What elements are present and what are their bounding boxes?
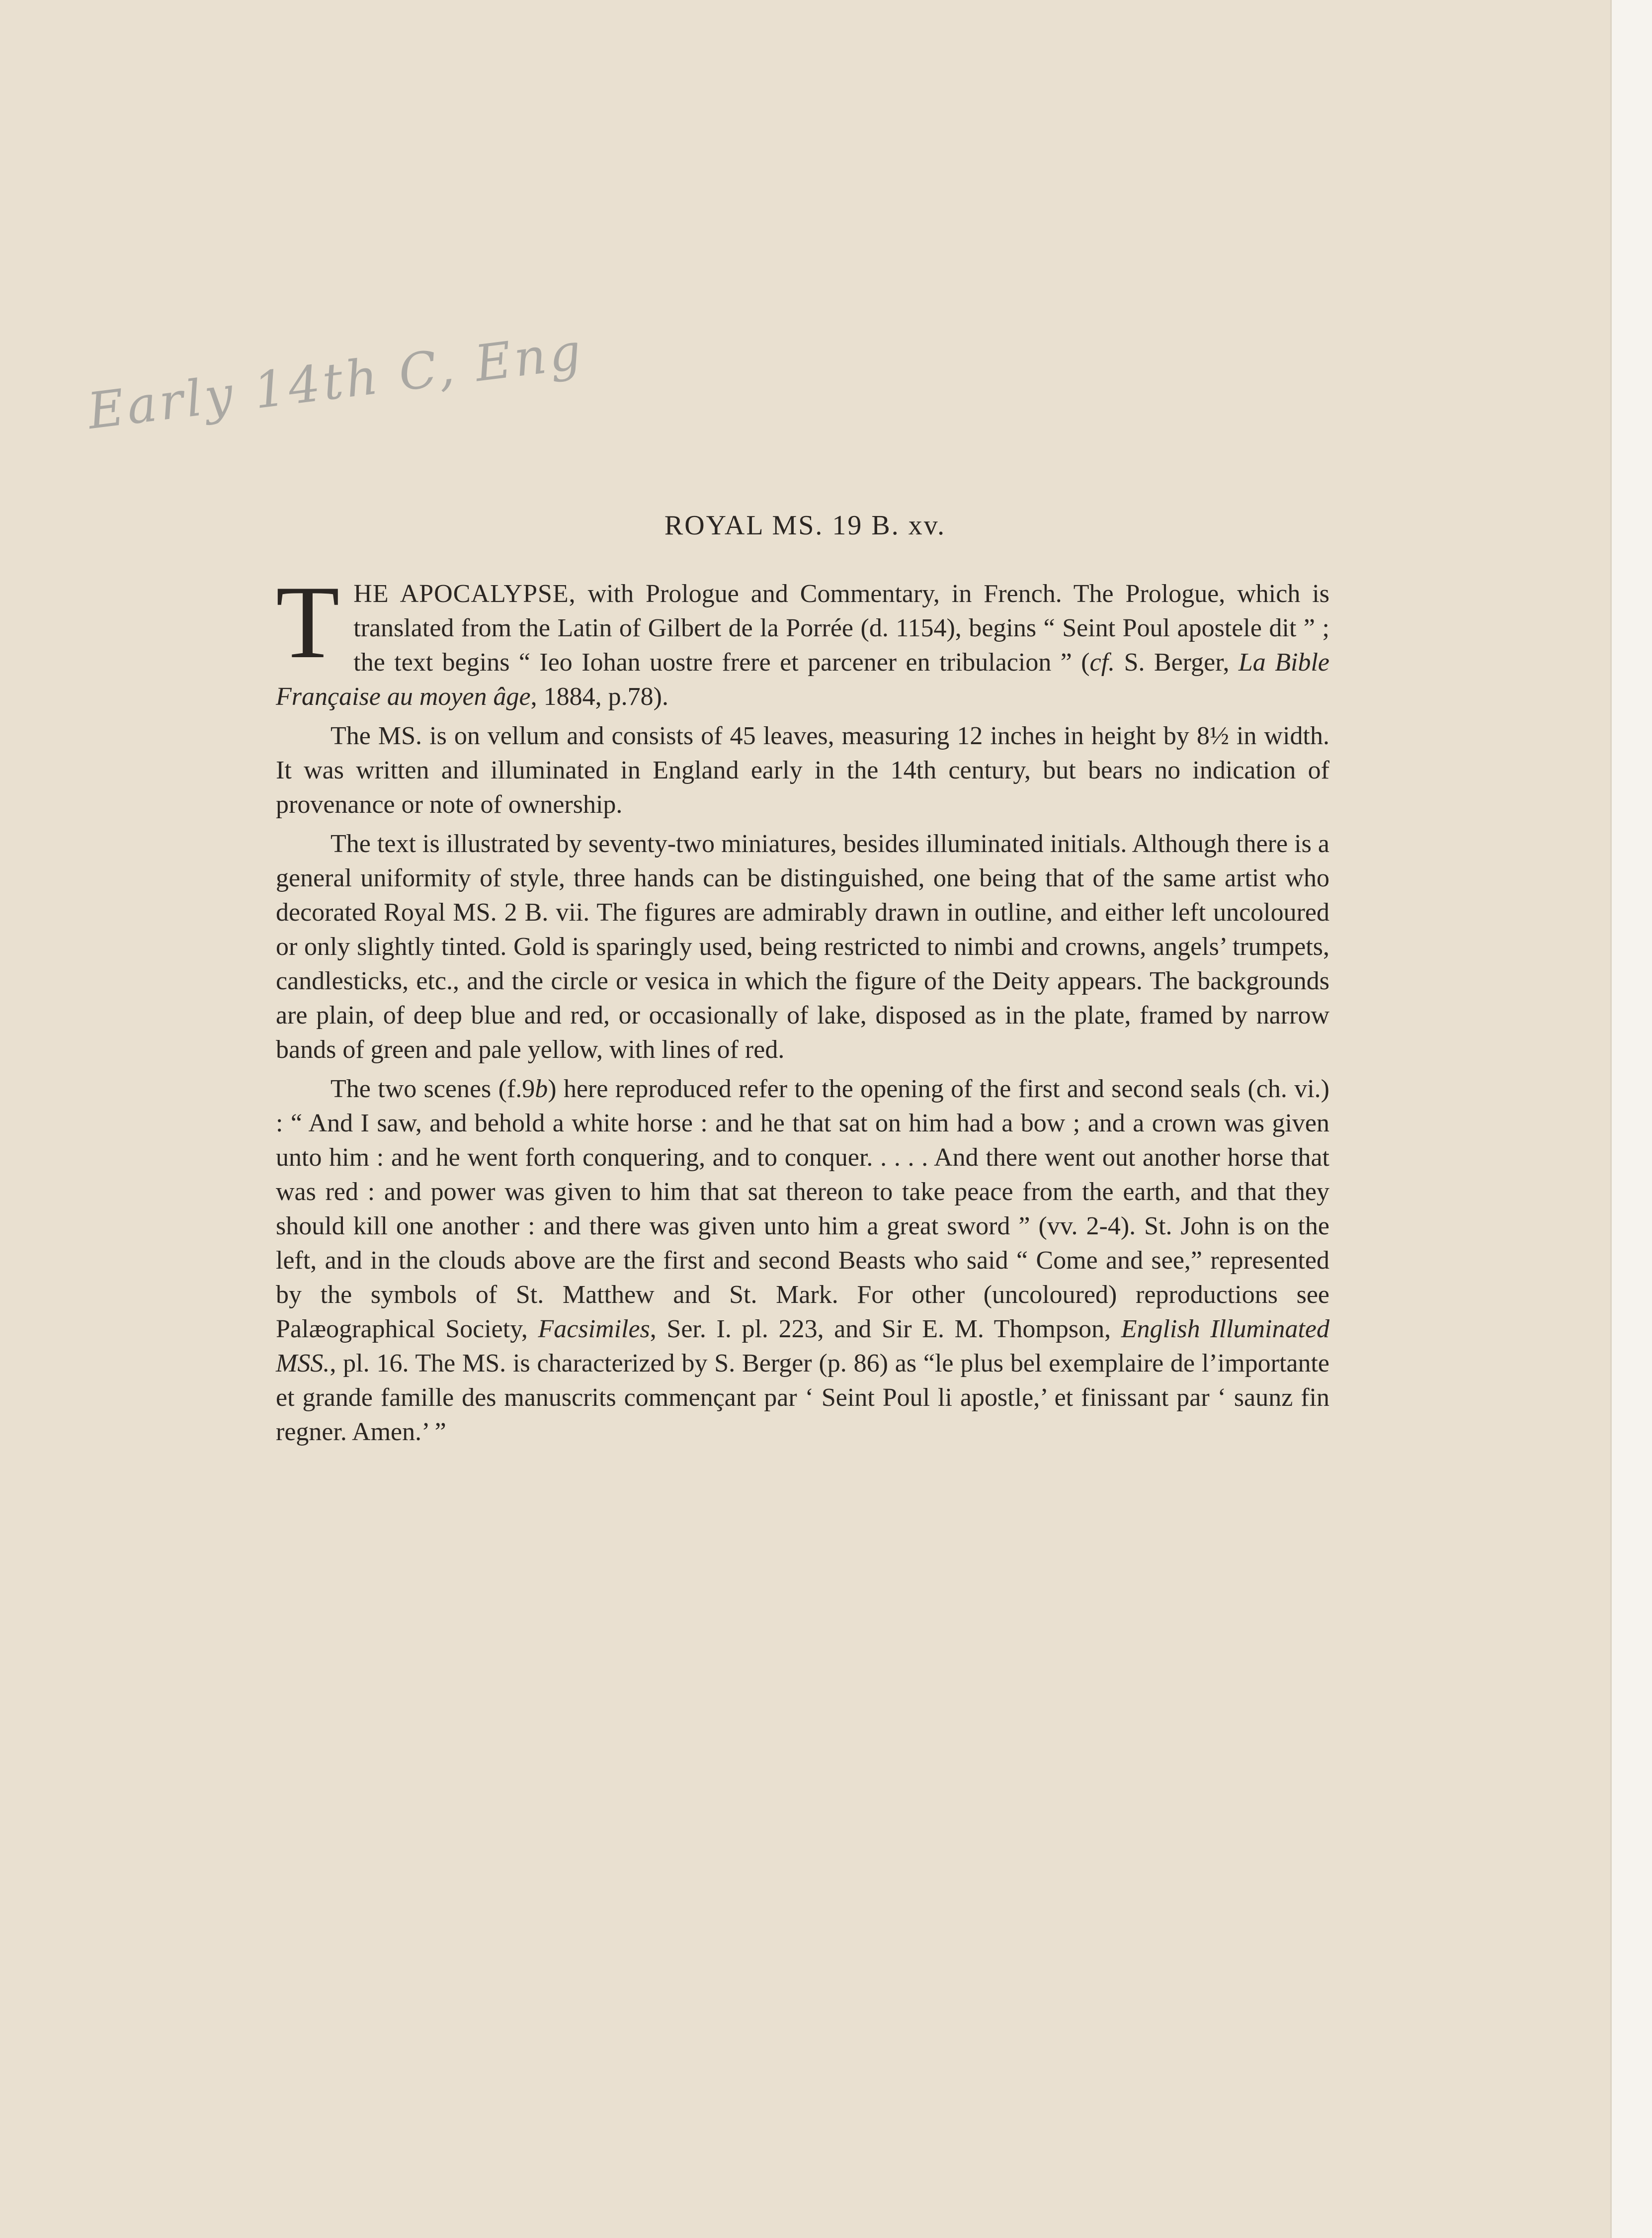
paragraph-1-text-c: , 1884, p.78). <box>530 683 668 711</box>
book-title: La Bible Française au moyen âge <box>276 648 1329 711</box>
cf-abbrev: cf. <box>1089 648 1115 677</box>
paragraph-4 <box>276 1072 1329 1449</box>
paragraph-1-text-b: S. Berger, <box>1115 648 1239 677</box>
paragraph-3: The text is illustrated by seventy-two miniatures, besides illuminated initials. Although there is a general uniformity of style, three hands can be distinguished, one being that of the same artist who decorated Royal MS. 2 B. vii. The figures are admirably drawn in outline, and either left uncoloured or only slightly tinted. Gold is sparingly used, being restricted to nimbi and crowns, angels’ trumpets, candlesticks, etc., and the circle or vesica in which the figure of the Deity appears. The backgrounds are plain, of deep blue and red, or occasionally of lake, disposed as in the plate, framed by narrow bands of green and pale yellow, with lines of red. <box>276 830 1329 1064</box>
paragraph-1-text-a: with Prologue and Commentary, in French. The Prologue, which is translated from the Latin of Gilbert de la Porrée (d. 1154), begins “ Seint Poul apostele dit ” ; the text begins “ Ieo Iohan uostre frere et parcener en tribulacion ” ( <box>353 580 1329 677</box>
handwritten-annotation: Early 14th C, Eng <box>84 322 587 441</box>
paragraph-1-lead: HE APOCALYPSE, <box>353 580 576 608</box>
paragraph-2: The MS. is on vellum and consists of 45 leaves, measuring 12 inches in height by 8½ in width. It was written and illuminated in England early in the 14th century, but bears no indication of provenance or note of ownership. <box>276 722 1329 819</box>
drop-cap: T <box>276 565 340 680</box>
page-title: ROYAL MS. 19 B. xv. <box>664 510 946 541</box>
facsimiles-title: Facsimiles <box>538 1315 650 1343</box>
paragraph-4-text-b: ) here reproduced refer to the opening of the first and second seals (ch. vi.) : “ And I saw, and behold a white horse : and he that sat on him had a bow ; and a crown was given unto him : and he went forth conquering, and to conquer. . . . . And there went out another horse that was red : and power was given to him that sat thereon to take peace from the earth, and that they should kill one another : and there was given unto him a great sword ” (vv. 2-4). St. John is on the left, and in the clouds above are the first and second Beasts who said “ Come and see,” represented by the symbols of St. Matthew and St. Mark. For other (uncoloured) reproductions see Palæographical Society, <box>276 1075 1329 1343</box>
paragraph-4-text-a: The two scenes (f.9 <box>330 1075 535 1103</box>
paragraph-1 <box>276 565 1329 714</box>
document-body <box>276 565 1329 1454</box>
page-edge <box>1610 0 1652 2238</box>
english-illuminated-title: English Illuminated MSS. <box>276 1315 1329 1377</box>
paragraph-4-text-c: , Ser. I. pl. 223, and Sir E. M. Thompson, <box>650 1315 1121 1343</box>
folio-b: b <box>535 1075 548 1103</box>
paragraph-4-text-d: , pl. 16. The MS. is characterized by S. Berger (p. 86) as “le plus bel exemplaire de l’importante et grande famille des manuscrits commençant par ‘ Seint Poul li apostle,’ et finissant par ‘ saunz fin regner. Amen.’ ” <box>276 1349 1329 1446</box>
